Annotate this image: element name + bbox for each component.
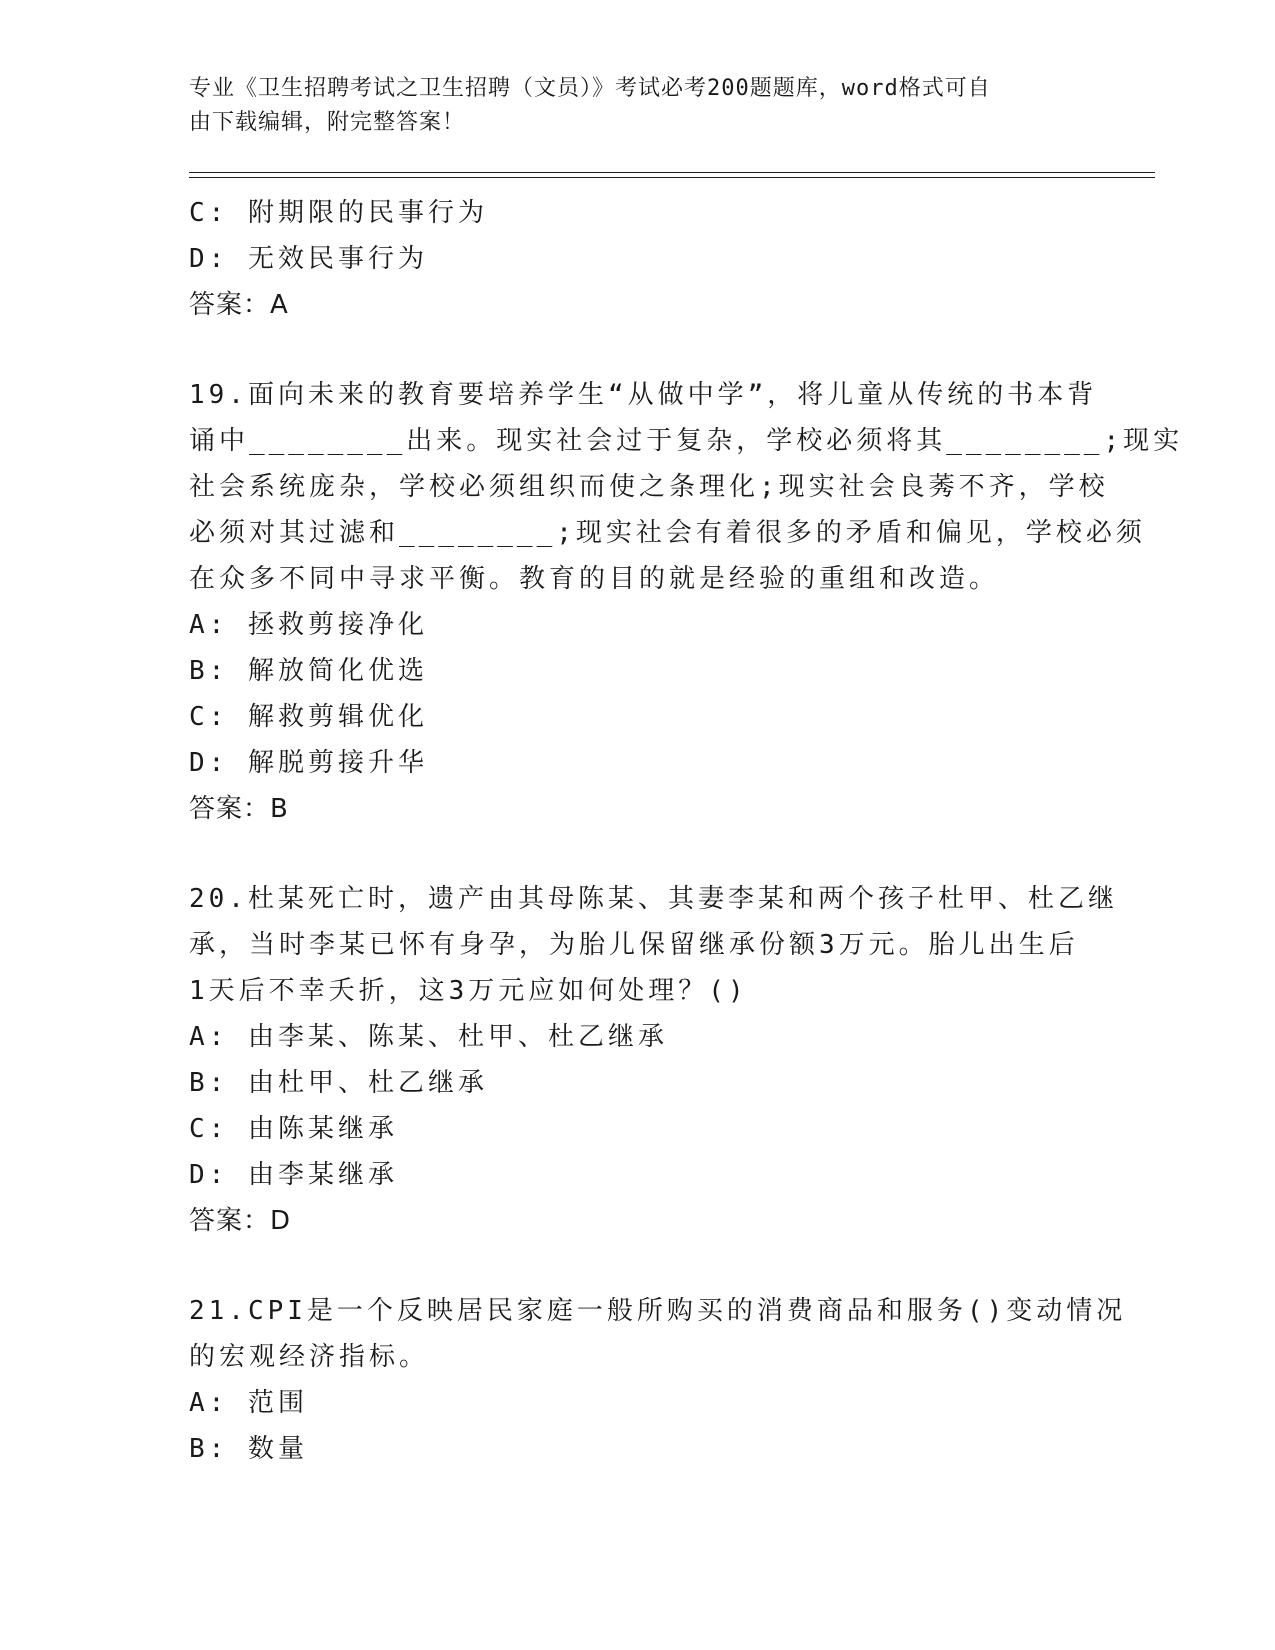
q19-text-line: 诵中________出来。现实社会过于复杂，学校必须将其________;现实 [189,426,1184,456]
q19-text-line: 社会系统庞杂，学校必须组织而使之条理化;现实社会良莠不齐，学校 [189,472,1109,502]
q20-option-a: A: 由李某、陈某、杜甲、杜乙继承 [189,1022,668,1052]
header-line-1: 专业《卫生招聘考试之卫生招聘（文员）》考试必考200题题库，word格式可自 [189,76,991,101]
q19-option-b: B: 解放简化优选 [189,656,428,686]
q20-option-b: B: 由杜甲、杜乙继承 [189,1068,488,1098]
q19-text-line: 在众多不同中寻求平衡。教育的目的就是经验的重组和改造。 [189,564,1000,594]
q20-option-d: D: 由李某继承 [189,1160,398,1190]
q21-option-b: B: 数量 [189,1434,308,1464]
question-content [189,190,1184,1472]
q21-option-a: A: 范围 [189,1388,308,1418]
q20-text-line: 20.杜某死亡时，遗产由其母陈某、其妻李某和两个孩子杜甲、杜乙继 [189,884,1118,914]
q19-option-d: D: 解脱剪接升华 [189,748,428,778]
prev-option-c: C: 附期限的民事行为 [189,198,488,228]
document-header [189,72,1089,140]
header-rule-top [189,172,1155,173]
q20-answer: 答案：D [189,1206,292,1236]
question-19 [189,372,1184,832]
q20-text-line: 承，当时李某已怀有身孕，为胎儿保留继承份额3万元。胎儿出生后 [189,930,1079,960]
q20-text-line: 1天后不幸夭折，这3万元应如何处理？() [189,976,748,1006]
q19-option-c: C: 解救剪辑优化 [189,702,428,732]
q19-text-line: 必须对其过滤和________;现实社会有着很多的矛盾和偏见，学校必须 [189,518,1146,548]
q21-text-line: 的宏观经济指标。 [189,1342,430,1372]
question-20 [189,876,1118,1244]
q19-text-line: 19.面向未来的教育要培养学生“从做中学”，将儿童从传统的书本背 [189,380,1098,410]
prev-option-d: D: 无效民事行为 [189,244,428,274]
q19-answer: 答案：B [189,794,289,824]
q21-text-line: 21.CPI是一个反映居民家庭一般所购买的消费商品和服务()变动情况 [189,1296,1127,1326]
header-rule-bottom [189,177,1155,178]
q20-option-c: C: 由陈某继承 [189,1114,398,1144]
q19-option-a: A: 拯救剪接净化 [189,610,428,640]
header-line-2: 由下载编辑，附完整答案！ [189,110,466,135]
prev-answer: 答案：A [189,290,289,320]
question-21 [189,1288,1127,1472]
